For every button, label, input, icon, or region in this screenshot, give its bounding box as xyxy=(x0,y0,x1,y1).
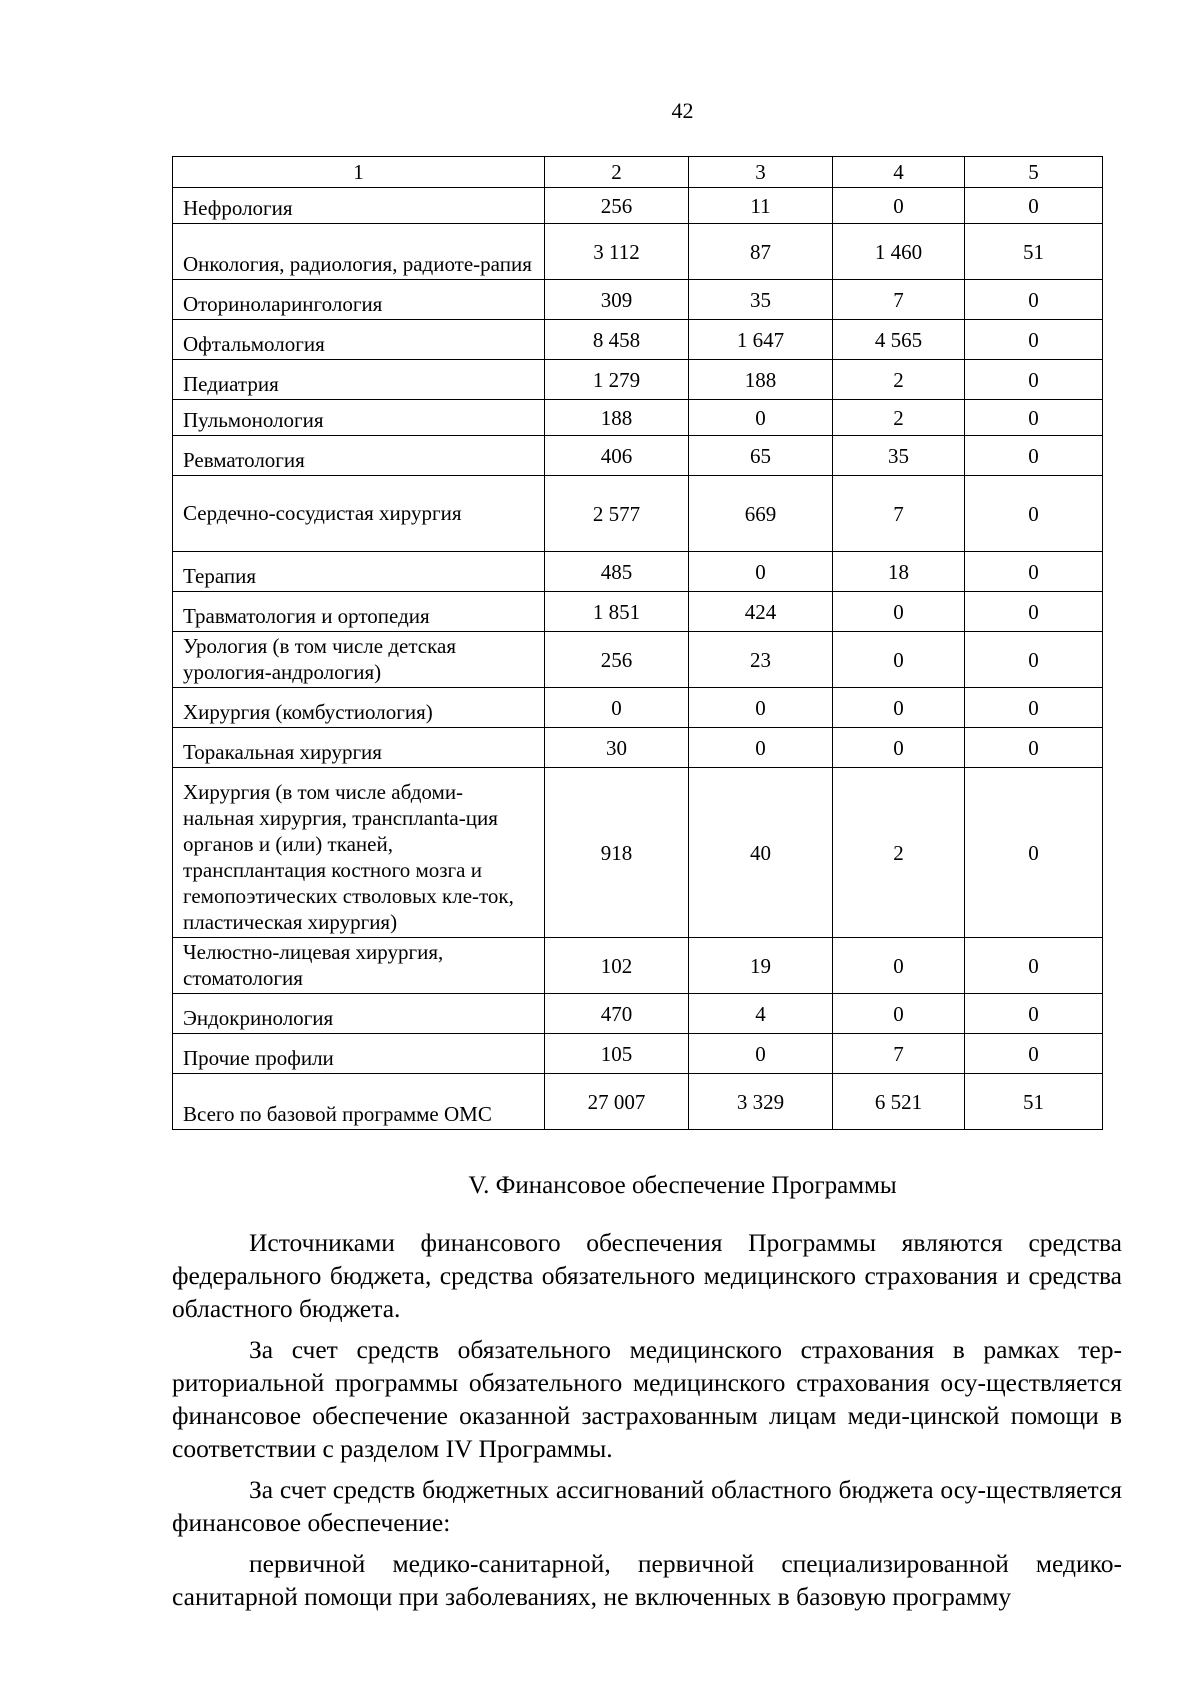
value-cell: 35 xyxy=(689,280,833,320)
value-cell: 2 xyxy=(833,360,965,400)
value-cell: 0 xyxy=(833,592,965,632)
value-cell: 0 xyxy=(965,994,1103,1034)
value-cell: 1 460 xyxy=(833,224,965,280)
paragraph: За счет средств бюджетных ассигнований областного бюджета осу-ществляется финансовое обеспечение: xyxy=(172,1475,1122,1537)
profile-cell: Онкология, радиология, радиоте-рапия xyxy=(173,224,545,280)
section-heading: V. Финансовое обеспечение Программы xyxy=(468,1172,897,1199)
value-cell: 0 xyxy=(833,994,965,1034)
value-cell: 51 xyxy=(965,1074,1103,1130)
value-cell: 406 xyxy=(545,436,689,476)
table-row xyxy=(173,400,1103,436)
value-cell: 4 565 xyxy=(833,320,965,360)
value-cell: 0 xyxy=(689,1034,833,1074)
profile-cell: Прочие профили xyxy=(173,1034,545,1074)
table-row-total xyxy=(173,1074,1103,1130)
value-cell: 0 xyxy=(833,728,965,768)
profile-cell: Всего по базовой программе ОМС xyxy=(173,1074,545,1130)
table-row xyxy=(173,728,1103,768)
value-cell: 0 xyxy=(965,436,1103,476)
value-cell: 188 xyxy=(689,360,833,400)
profile-cell: Терапия xyxy=(173,552,545,592)
profile-cell: Оториноларингология xyxy=(173,280,545,320)
value-cell: 0 xyxy=(833,632,965,688)
section-body xyxy=(172,1226,1122,1613)
table-row xyxy=(173,320,1103,360)
value-cell: 7 xyxy=(833,280,965,320)
profile-cell: Ревматология xyxy=(173,436,545,476)
value-cell: 105 xyxy=(545,1034,689,1074)
value-cell: 0 xyxy=(965,320,1103,360)
table-row xyxy=(173,632,1103,688)
value-cell: 0 xyxy=(689,688,833,728)
page-number: 42 xyxy=(671,98,694,123)
value-cell: 918 xyxy=(545,768,689,938)
table-row xyxy=(173,552,1103,592)
value-cell: 1 851 xyxy=(545,592,689,632)
profile-cell: Педиатрия xyxy=(173,360,545,400)
value-cell: 35 xyxy=(833,436,965,476)
value-cell: 11 xyxy=(689,188,833,224)
profile-cell: Хирургия (в том числе абдоми-нальная хирургия, трансплanta-ция органов и (или) тканей, трансплантация костного мозга и гемопоэтических стволовых кле-ток, пластическая хирургия) xyxy=(173,768,545,938)
value-cell: 0 xyxy=(965,768,1103,938)
value-cell: 2 xyxy=(833,400,965,436)
value-cell: 309 xyxy=(545,280,689,320)
value-cell: 7 xyxy=(833,476,965,552)
header-cell: 5 xyxy=(965,157,1103,188)
value-cell: 3 329 xyxy=(689,1074,833,1130)
value-cell: 1 279 xyxy=(545,360,689,400)
table-row xyxy=(173,224,1103,280)
value-cell: 0 xyxy=(965,360,1103,400)
value-cell: 2 577 xyxy=(545,476,689,552)
value-cell: 256 xyxy=(545,632,689,688)
paragraph: первичной медико-санитарной, первичной специализированной медико-санитарной помощи при заболеваниях, не включенных в базовую программу xyxy=(172,1549,1122,1611)
value-cell: 102 xyxy=(545,938,689,994)
value-cell: 4 xyxy=(689,994,833,1034)
value-cell: 0 xyxy=(965,1034,1103,1074)
value-cell: 0 xyxy=(833,188,965,224)
value-cell: 2 xyxy=(833,768,965,938)
value-cell: 40 xyxy=(689,768,833,938)
value-cell: 0 xyxy=(965,552,1103,592)
profile-cell: Офтальмология xyxy=(173,320,545,360)
paragraph: За счет средств обязательного медицинского страхования в рамках тер-риториальной программы обязательного медицинского страхования осу-ществляется финансовое обеспечение оказанной застрахованным лицам меди-цинской помощи в соответствии с разделом IV Программы. xyxy=(172,1335,1122,1463)
value-cell: 0 xyxy=(833,688,965,728)
table-row xyxy=(173,188,1103,224)
value-cell: 0 xyxy=(965,688,1103,728)
profile-cell: Эндокринология xyxy=(173,994,545,1034)
value-cell: 23 xyxy=(689,632,833,688)
header-cell: 3 xyxy=(689,157,833,188)
value-cell: 0 xyxy=(833,938,965,994)
value-cell: 3 112 xyxy=(545,224,689,280)
table-row xyxy=(173,592,1103,632)
table-header-row xyxy=(173,157,1103,188)
value-cell: 0 xyxy=(965,592,1103,632)
profile-cell: Травматология и ортопедия xyxy=(173,592,545,632)
value-cell: 65 xyxy=(689,436,833,476)
table-row xyxy=(173,938,1103,994)
paragraph: Источниками финансового обеспечения Программы являются средства федерального бюджета, средства обязательного медицинского страхования и средства областного бюджета. xyxy=(172,1228,1122,1323)
value-cell: 87 xyxy=(689,224,833,280)
profile-cell: Пульмонология xyxy=(173,400,545,436)
profile-cell: Торакальная хирургия xyxy=(173,728,545,768)
value-cell: 669 xyxy=(689,476,833,552)
value-cell: 27 007 xyxy=(545,1074,689,1130)
value-cell: 51 xyxy=(965,224,1103,280)
value-cell: 0 xyxy=(965,400,1103,436)
value-cell: 424 xyxy=(689,592,833,632)
header-cell: 4 xyxy=(833,157,965,188)
value-cell: 19 xyxy=(689,938,833,994)
value-cell: 0 xyxy=(689,552,833,592)
value-cell: 6 521 xyxy=(833,1074,965,1130)
header-cell: 1 xyxy=(173,157,545,188)
table-row xyxy=(173,994,1103,1034)
table-row xyxy=(173,280,1103,320)
value-cell: 0 xyxy=(965,280,1103,320)
profile-cell: Хирургия (комбустиология) xyxy=(173,688,545,728)
table-row xyxy=(173,360,1103,400)
value-cell: 188 xyxy=(545,400,689,436)
value-cell: 0 xyxy=(689,400,833,436)
header-cell: 2 xyxy=(545,157,689,188)
value-cell: 0 xyxy=(965,938,1103,994)
value-cell: 18 xyxy=(833,552,965,592)
profile-cell: Нефрология xyxy=(173,188,545,224)
table-row xyxy=(173,768,1103,938)
profile-cell: Челюстно-лицевая хирургия, стоматология xyxy=(173,938,545,994)
value-cell: 470 xyxy=(545,994,689,1034)
value-cell: 8 458 xyxy=(545,320,689,360)
value-cell: 485 xyxy=(545,552,689,592)
table-row xyxy=(173,688,1103,728)
value-cell: 0 xyxy=(965,728,1103,768)
value-cell: 0 xyxy=(965,632,1103,688)
value-cell: 0 xyxy=(545,688,689,728)
table-row xyxy=(173,476,1103,552)
profiles-table xyxy=(172,156,1103,1130)
value-cell: 0 xyxy=(689,728,833,768)
value-cell: 1 647 xyxy=(689,320,833,360)
value-cell: 0 xyxy=(965,476,1103,552)
profile-cell: Урология (в том числе детская урология-андрология) xyxy=(173,632,545,688)
table-row xyxy=(173,1034,1103,1074)
value-cell: 7 xyxy=(833,1034,965,1074)
value-cell: 30 xyxy=(545,728,689,768)
table-row xyxy=(173,436,1103,476)
value-cell: 0 xyxy=(965,188,1103,224)
profile-cell: Сердечно-сосудистая хирургия xyxy=(173,476,545,552)
value-cell: 256 xyxy=(545,188,689,224)
